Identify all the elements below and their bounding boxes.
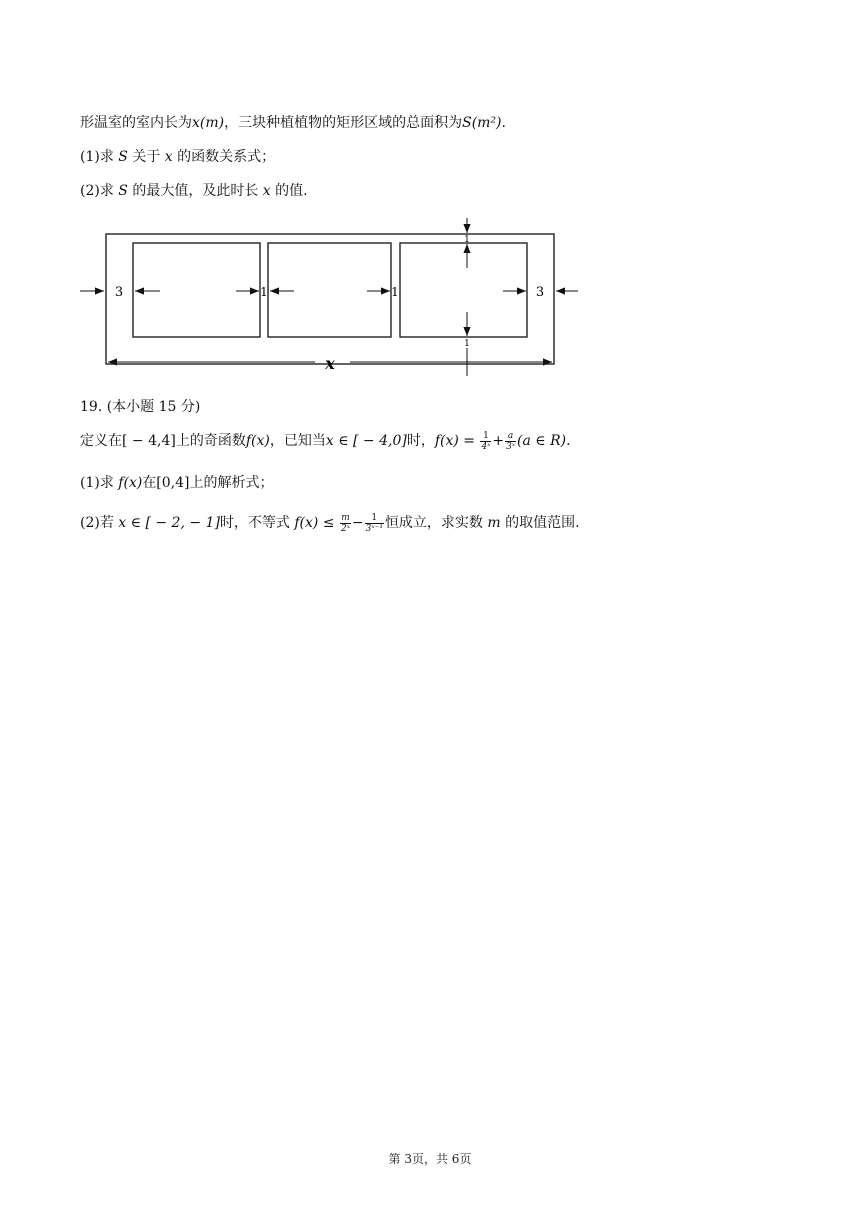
- numerator: a: [505, 431, 516, 442]
- denominator: 2ˣ: [341, 523, 350, 534]
- math-x: x: [262, 183, 271, 199]
- text: (2)若: [80, 515, 114, 531]
- label-bottom-1: 1: [464, 339, 470, 349]
- label-right-3: 3: [535, 285, 545, 300]
- text: (1)求: [80, 149, 114, 165]
- math-condition: x ∈ [ − 2, − 1]: [118, 515, 220, 531]
- denominator: 3ˣ⁻¹: [365, 523, 383, 534]
- label-gap1: 1: [260, 285, 268, 299]
- numerator: 1: [365, 513, 384, 524]
- text: 恒成立，求实数: [384, 515, 483, 531]
- label-left-3: 3: [114, 285, 124, 300]
- outer-greenhouse: [106, 234, 554, 364]
- plot-2: [268, 243, 391, 337]
- denominator: 4ˣ: [481, 441, 491, 452]
- text: 关于: [132, 149, 161, 165]
- text: ，三块种植植物的矩形区域的总面积为: [224, 115, 463, 131]
- math-m: m: [487, 515, 501, 531]
- q18-question-1: [80, 146, 275, 166]
- plot-3: [400, 243, 527, 337]
- text: 在[0,4]上的解析式；: [142, 475, 274, 491]
- q19-question-1: [80, 472, 274, 492]
- math-condition: x ∈ [ − 4,0]: [325, 433, 407, 449]
- numerator: 1: [480, 431, 491, 442]
- math-fx: f(x): [245, 433, 270, 449]
- text: 时，: [406, 433, 435, 449]
- fraction-1-over-4x: [480, 431, 491, 452]
- math-fx-eq: f(x) =: [434, 433, 476, 449]
- plus-sign: +: [492, 433, 505, 449]
- q18-question-2: [80, 180, 308, 200]
- numerator: m: [341, 512, 350, 523]
- page-footer: 第 3页，共 6页: [388, 1152, 472, 1166]
- text: ，已知当: [269, 433, 326, 449]
- text: 定义在[ − 4,4]上的奇函数: [80, 433, 246, 449]
- math-S: S: [118, 183, 128, 199]
- q19-header: 19. (本小题 15 分): [80, 399, 201, 415]
- text: .: [501, 115, 506, 131]
- math-s-unit: S(m²): [462, 115, 502, 131]
- text: 时，不等式: [219, 515, 290, 531]
- math-inequality: f(x) ≤: [294, 515, 335, 531]
- text: 的取值范围.: [505, 515, 580, 531]
- text: 的值.: [275, 183, 308, 199]
- q18-tail-line: [80, 112, 506, 132]
- math-S: S: [118, 149, 128, 165]
- fraction-a-over-3x: [505, 431, 516, 452]
- text: (2)求: [80, 183, 114, 199]
- text: (1)求: [80, 475, 114, 491]
- q19-statement: [80, 430, 571, 452]
- q19-question-2: [80, 512, 580, 534]
- math-x: x: [164, 149, 173, 165]
- math-fx: f(x): [118, 475, 143, 491]
- text: 形温室的室内长为: [80, 115, 192, 131]
- denominator: 3ˣ: [506, 441, 516, 452]
- text: .: [566, 433, 571, 449]
- text: 的函数关系式；: [177, 149, 276, 165]
- minus-sign: −: [351, 515, 364, 531]
- math-domain: (a ∈ R): [517, 433, 567, 449]
- text: 的最大值，及此时长: [132, 183, 259, 199]
- fraction-m-over-2x: [340, 513, 351, 534]
- label-x: x: [325, 354, 335, 373]
- label-top-1: 1: [464, 235, 470, 245]
- math-x-m: x(m): [192, 115, 225, 131]
- plot-1: [133, 243, 260, 337]
- fraction-1-over-3x-1: [365, 513, 384, 534]
- greenhouse-figure: [70, 212, 590, 378]
- label-gap2: 1: [391, 285, 399, 299]
